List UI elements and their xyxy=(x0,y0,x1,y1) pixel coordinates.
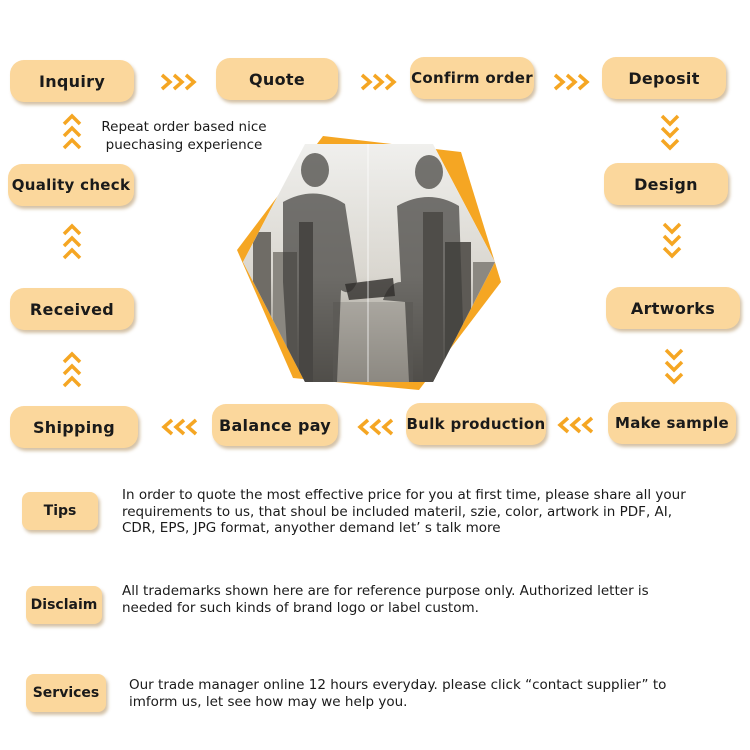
arrow-right-icon xyxy=(553,73,593,91)
services-label xyxy=(26,674,106,712)
step-shipping-label: Shipping xyxy=(32,417,116,437)
step-deposit-label: Deposit xyxy=(628,68,700,88)
arrow-right-icon xyxy=(160,73,200,91)
tips-label xyxy=(22,492,98,530)
arrow-down-icon xyxy=(660,112,680,152)
disclaim-label xyxy=(26,586,102,624)
step-confirm-order-label: Confirm order xyxy=(411,69,533,87)
step-balance-pay-label: Balance pay xyxy=(218,415,332,435)
step-bulk-production xyxy=(406,403,546,445)
disclaim-text: All trademarks shown here are for reference purpose only. Authorized letter is needed for such kinds of brand logo or label custom. xyxy=(122,583,649,616)
arrow-left-icon xyxy=(556,416,596,434)
repeat-order-note xyxy=(86,118,282,154)
services-text: Our trade manager online 12 hours everyday. please click “contact supplier” to imform us, let see how may we help you. xyxy=(129,677,667,710)
step-quality-check-label: Quality check xyxy=(11,176,131,194)
step-inquiry xyxy=(10,60,134,102)
arrow-right-icon xyxy=(360,73,400,91)
services-label-text: Services xyxy=(32,685,100,701)
step-bulk-production-label: Bulk production xyxy=(406,415,546,433)
repeat-note-line1: Repeat order based nice xyxy=(101,119,267,135)
arrow-up-icon xyxy=(62,350,82,390)
step-quality-check xyxy=(8,164,134,206)
step-design xyxy=(604,163,728,205)
step-shipping xyxy=(10,406,138,448)
arrow-up-icon xyxy=(62,222,82,262)
step-design-label: Design xyxy=(634,174,698,194)
step-artworks xyxy=(606,287,740,329)
step-received-label: Received xyxy=(29,299,115,319)
step-deposit xyxy=(602,57,726,99)
arrow-down-icon xyxy=(662,220,682,260)
step-quote xyxy=(216,58,338,100)
tips-text: In order to quote the most effective price for you at first time, please share all your requirements to us, that shoul be included materil, szie, color, artwork in PDF, AI, CDR, EPS, JPG format, anyother demand let’ s talk more xyxy=(122,487,686,536)
step-quote-label: Quote xyxy=(249,69,305,89)
step-received xyxy=(10,288,134,330)
repeat-note-line2: puechasing experience xyxy=(105,137,263,153)
step-make-sample xyxy=(608,402,736,444)
disclaim-label-text: Disclaim xyxy=(30,597,98,613)
arrow-left-icon xyxy=(356,418,396,436)
step-balance-pay xyxy=(212,404,338,446)
arrow-up-icon xyxy=(62,112,82,152)
step-confirm-order xyxy=(410,57,534,99)
tips-label-text: Tips xyxy=(43,503,77,519)
step-inquiry-label: Inquiry xyxy=(38,71,106,91)
arrow-left-icon xyxy=(160,418,200,436)
arrow-down-icon xyxy=(664,346,684,386)
step-artworks-label: Artworks xyxy=(630,298,716,318)
step-make-sample-label: Make sample xyxy=(614,414,730,432)
handshake-hexagon-image xyxy=(233,132,503,394)
